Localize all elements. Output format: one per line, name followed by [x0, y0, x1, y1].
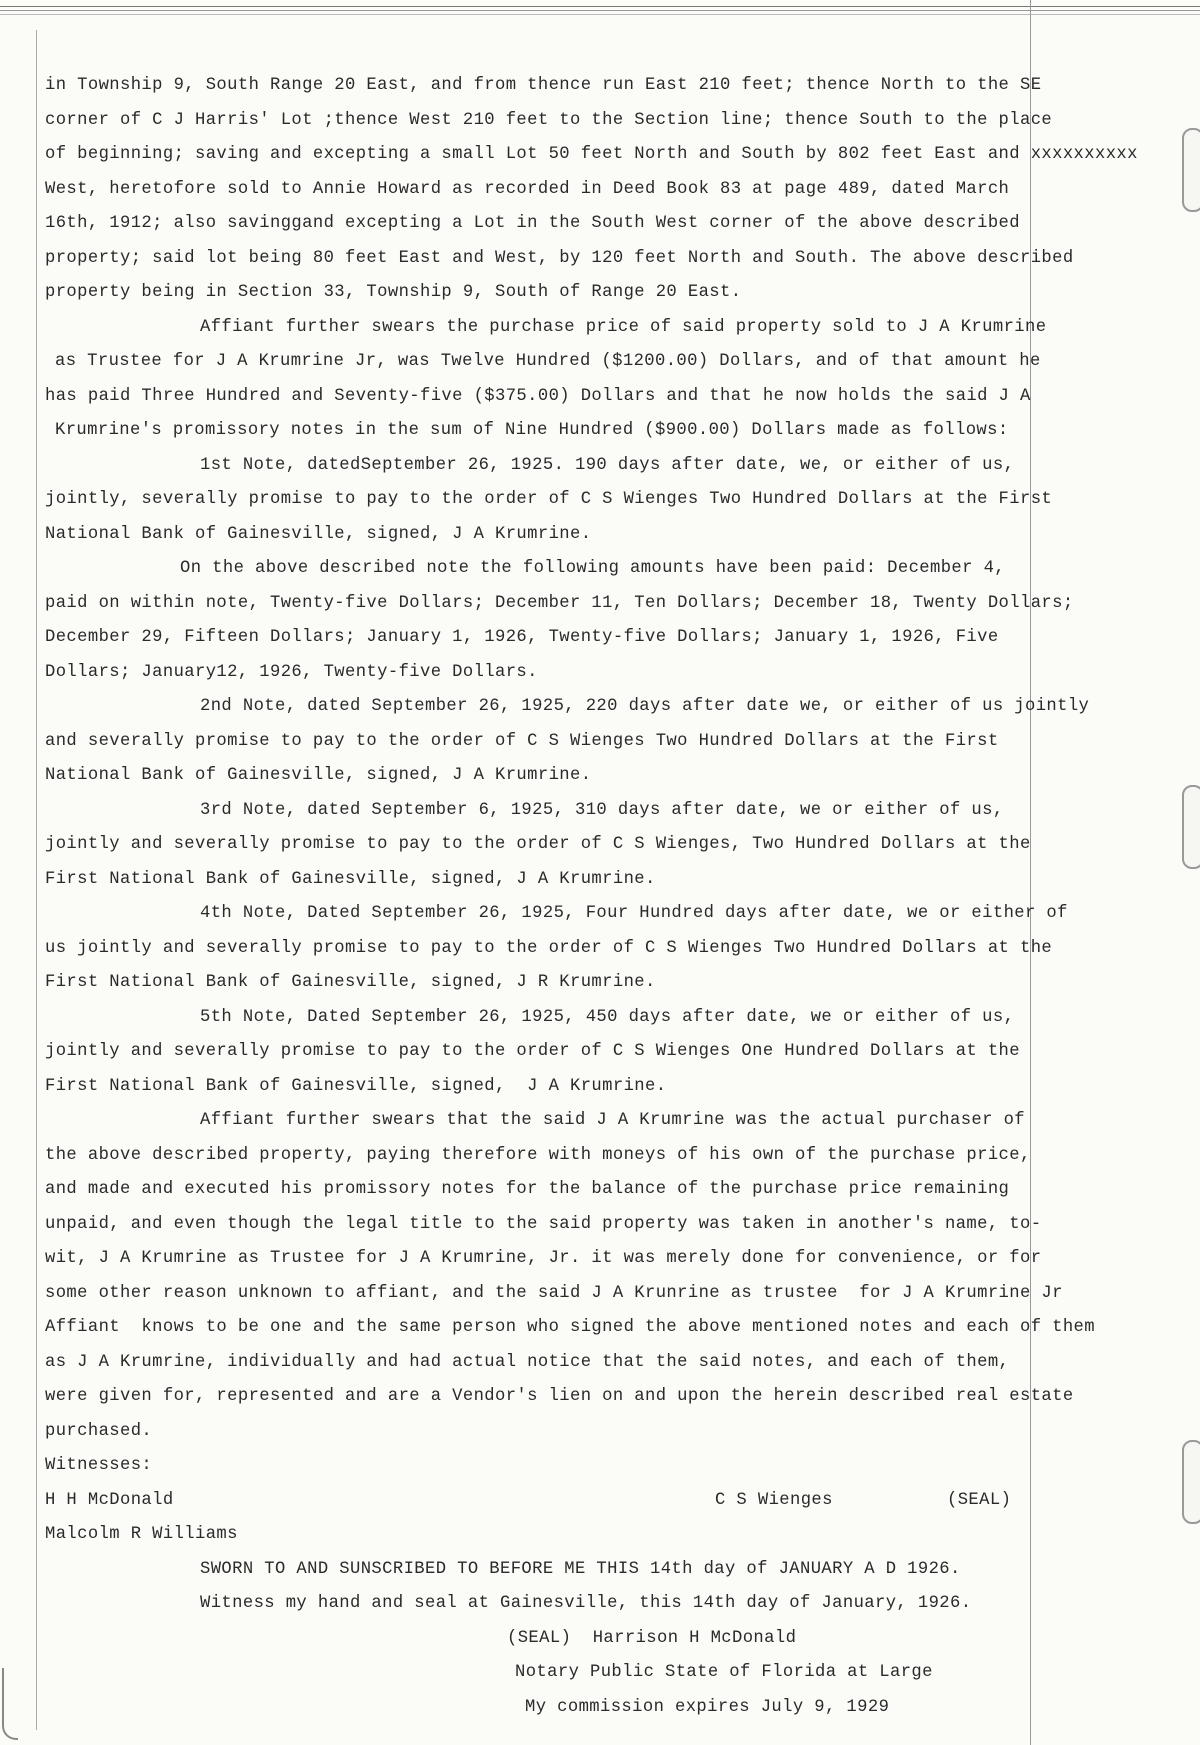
text-line: purchased. [45, 1422, 153, 1441]
text-line: Affiant further swears that the said J A Krumrine was the actual purchaser of [200, 1111, 1025, 1130]
text-line: 16th, 1912; also savinggand excepting a Lot in the South West corner of the above described [45, 214, 1020, 233]
text-line: On the above described note the following amounts have been paid: December 4, [180, 559, 1005, 578]
text-line: of beginning; saving and excepting a small Lot 50 feet North and South by 802 feet East and xxxxxxxxxx [45, 145, 1138, 164]
text-line: wit, J A Krumrine as Trustee for J A Krumrine, Jr. it was merely done for convenience, or for [45, 1249, 1042, 1268]
text-line: the above described property, paying therefore with moneys of his own of the purchase price, [45, 1146, 1031, 1165]
text-line: unpaid, and even though the legal title to the said property was taken in another's name, to- [45, 1215, 1042, 1234]
text-line: jointly and severally promise to pay to the order of C S Wienges, Two Hundred Dollars at the [45, 835, 1031, 854]
text-line: Affiant knows to be one and the same person who signed the above mentioned notes and each of them [45, 1318, 1095, 1337]
text-line: First National Bank of Gainesville, signed, J R Krumrine. [45, 973, 656, 992]
text-line: Malcolm R Williams [45, 1525, 238, 1544]
text-line: National Bank of Gainesville, signed, J A Krumrine. [45, 525, 592, 544]
text-line: Dollars; January12, 1926, Twenty-five Dollars. [45, 663, 538, 682]
text-line: Notary Public State of Florida at Large [515, 1663, 933, 1682]
text-line: as J A Krumrine, individually and had actual notice that the said notes, and each of them, [45, 1353, 1010, 1372]
text-line: Witness my hand and seal at Gainesville, this 14th day of January, 1926. [200, 1594, 972, 1613]
text-line: (SEAL) Harrison H McDonald [507, 1629, 797, 1648]
text-line: National Bank of Gainesville, signed, J A Krumrine. [45, 766, 592, 785]
text-line: First National Bank of Gainesville, signed, J A Krumrine. [45, 1077, 667, 1096]
text-line: were given for, represented and are a Vendor's lien on and upon the herein described real estate [45, 1387, 1074, 1406]
text-line: as Trustee for J A Krumrine Jr, was Twelve Hundred ($1200.00) Dollars, and of that amount he [55, 352, 1041, 371]
text-line: paid on within note, Twenty-five Dollars; December 11, Ten Dollars; December 18, Twenty Dollars; [45, 594, 1074, 613]
text-line: C S Wienges [715, 1491, 833, 1510]
text-line: 3rd Note, dated September 6, 1925, 310 days after date, we or either of us, [200, 801, 1004, 820]
text-line: corner of C J Harris' Lot ;thence West 210 feet to the Section line; thence South to the place [45, 111, 1053, 130]
text-line: property; said lot being 80 feet East and West, by 120 feet North and South. The above described [45, 249, 1074, 268]
text-line: 4th Note, Dated September 26, 1925, Four Hundred days after date, we or either of [200, 904, 1068, 923]
text-line: property being in Section 33, Township 9, South of Range 20 East. [45, 283, 742, 302]
text-line: has paid Three Hundred and Seventy-five ($375.00) Dollars and that he now holds the said J A [45, 387, 1031, 406]
text-line: jointly, severally promise to pay to the order of C S Wienges Two Hundred Dollars at the First [45, 490, 1053, 509]
text-line: in Township 9, South Range 20 East, and from thence run East 210 feet; thence North to the SE [45, 76, 1042, 95]
text-line: Witnesses: [45, 1456, 153, 1475]
text-line: and made and executed his promissory notes for the balance of the purchase price remaining [45, 1180, 1010, 1199]
text-line: 1st Note, datedSeptember 26, 1925. 190 days after date, we, or either of us, [200, 456, 1015, 475]
text-line: H H McDonald [45, 1491, 174, 1510]
text-line: and severally promise to pay to the order of C S Wienges Two Hundred Dollars at the First [45, 732, 999, 751]
text-line: December 29, Fifteen Dollars; January 1, 1926, Twenty-five Dollars; January 1, 1926, Five [45, 628, 999, 647]
text-line: 2nd Note, dated September 26, 1925, 220 days after date we, or either of us jointly [200, 697, 1090, 716]
text-line: Krumrine's promissory notes in the sum of Nine Hundred ($900.00) Dollars made as follows: [55, 421, 1009, 440]
text-line: My commission expires July 9, 1929 [525, 1698, 890, 1717]
text-line: SWORN TO AND SUNSCRIBED TO BEFORE ME THIS 14th day of JANUARY A D 1926. [200, 1560, 961, 1579]
text-line: some other reason unknown to affiant, and the said J A Krunrine as trustee for J A Krumrine Jr [45, 1284, 1063, 1303]
text-line: us jointly and severally promise to pay to the order of C S Wienges Two Hundred Dollars at the [45, 939, 1053, 958]
text-line: 5th Note, Dated September 26, 1925, 450 days after date, we or either of us, [200, 1008, 1015, 1027]
text-line: (SEAL) [947, 1491, 1012, 1510]
text-line: First National Bank of Gainesville, signed, J A Krumrine. [45, 870, 656, 889]
text-line: West, heretofore sold to Annie Howard as recorded in Deed Book 83 at page 489, dated March [45, 180, 1010, 199]
text-line: Affiant further swears the purchase price of said property sold to J A Krumrine [200, 318, 1047, 337]
text-line: jointly and severally promise to pay to the order of C S Wienges One Hundred Dollars at the [45, 1042, 1020, 1061]
